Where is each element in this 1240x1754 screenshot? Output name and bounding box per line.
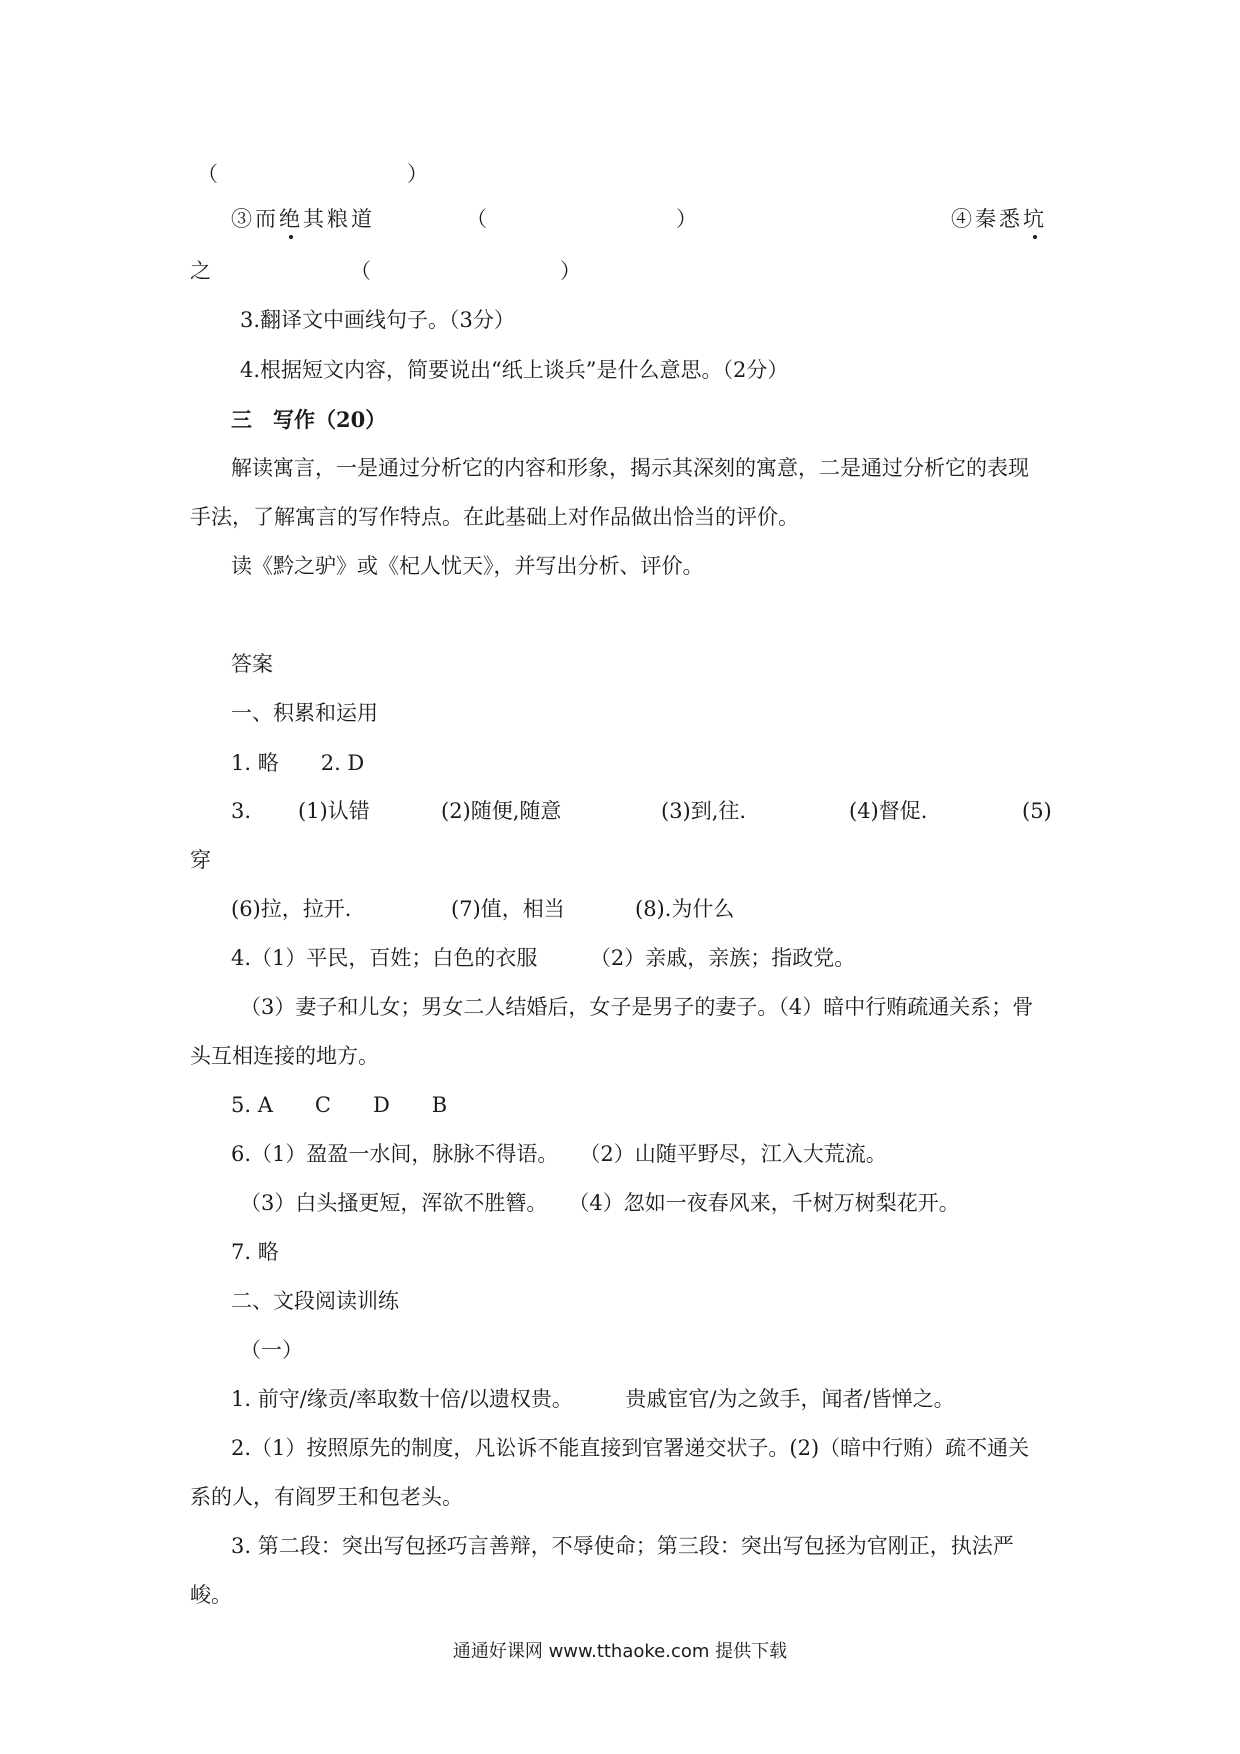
answer-b2-line1: 2.（1）按照原先的制度，凡讼诉不能直接到官署递交状子。(2)（暗中行贿）疏不通关 (231, 1436, 1030, 1460)
answer-3-7: (7)值，相当 (451, 897, 565, 921)
answer-5: 5. A C D B (231, 1093, 448, 1117)
q2-item4-prefix: ④秦悉 (951, 207, 1023, 231)
q2-item4-paren: （ ） (350, 259, 581, 283)
q2-item4-dotted-char: 坑 (1023, 207, 1047, 231)
answers-part2-title: 二、文段阅读训练 (231, 1289, 399, 1313)
answer-3-3: (3)到,往. (661, 799, 747, 823)
q2-item3-prefix: ③而 (231, 207, 279, 231)
answer-7: 7. 略 (231, 1240, 279, 1264)
answer-b1: 1. 前守/缘贡/率取数十倍/以遗权贵。 贵戚宦官/为之敛手，闻者/皆惮之。 (231, 1387, 955, 1411)
answer-3-5: (5) (1022, 799, 1052, 823)
answer-1-2: 1. 略 2. D (231, 751, 365, 775)
answers-heading: 答案 (231, 652, 273, 676)
answer-3-4: (4)督促. (849, 799, 928, 823)
answer-4-line1: 4.（1）平民，百姓；白色的衣服 （2）亲戚，亲族；指政党。 (231, 946, 856, 970)
answers-part1-title: 一、积累和运用 (231, 701, 378, 725)
q2-item4 (951, 205, 1047, 233)
answer-b2-line2: 系的人，有阎罗王和包老头。 (190, 1485, 463, 1509)
q2-item3-suffix: 其粮道 (303, 207, 375, 231)
answer-6-line2: （3）白头搔更短，浑欲不胜簪。 （4）忽如一夜春风来，千树万树梨花开。 (240, 1191, 960, 1215)
answer-4-line2: （3）妻子和儿女；男女二人结婚后，女子是男子的妻子。（4）暗中行贿疏通关系；骨 (240, 995, 1034, 1019)
answers-part2-sub: （一） (240, 1338, 303, 1362)
section-3-title: 三 写作（20） (231, 407, 387, 432)
section-3-para1-line2: 手法，了解寓言的写作特点。在此基础上对作品做出恰当的评价。 (190, 505, 799, 529)
answer-4-line3: 头互相连接的地方。 (190, 1044, 379, 1068)
page-footer: 通通好课网 www.tthaoke.com 提供下载 (452, 1641, 788, 1662)
q2-item3-paren: （ ） (466, 207, 697, 231)
answer-3-8: (8).为什么 (635, 897, 735, 921)
answer-3-1: (1)认错 (298, 799, 370, 823)
answer-3-6: (6)拉，拉开. (231, 897, 352, 921)
question-3: 3.翻译文中画线句子。（3分） (240, 308, 515, 332)
q2-item4-cont: 之 (190, 259, 211, 283)
section-3-para1-line1: 解读寓言，一是通过分析它的内容和形象，揭示其深刻的寓意，二是通过分析它的表现 (231, 456, 1029, 480)
section-3-para2: 读《黔之驴》或《杞人忧天》，并写出分析、评价。 (231, 554, 704, 578)
answer-3-5-cont: 穿 (190, 848, 211, 872)
answer-3-2: (2)随便,随意 (441, 799, 562, 823)
q2-paren-top: （ ） (197, 162, 428, 186)
question-4: 4.根据短文内容，简要说出“纸上谈兵”是什么意思。（2分） (240, 358, 789, 382)
answer-3-num: 3. (231, 799, 252, 823)
answer-6-line1: 6.（1）盈盈一水间，脉脉不得语。 （2）山随平野尽，江入大荒流。 (231, 1142, 887, 1166)
q2-item3 (231, 205, 375, 233)
q2-item3-dotted-char: 绝 (279, 207, 303, 231)
answer-b3-line1: 3. 第二段：突出写包拯巧言善辩，不辱使命；第三段：突出写包拯为官刚正，执法严 (231, 1534, 1014, 1558)
answer-b3-line2: 峻。 (190, 1583, 232, 1607)
